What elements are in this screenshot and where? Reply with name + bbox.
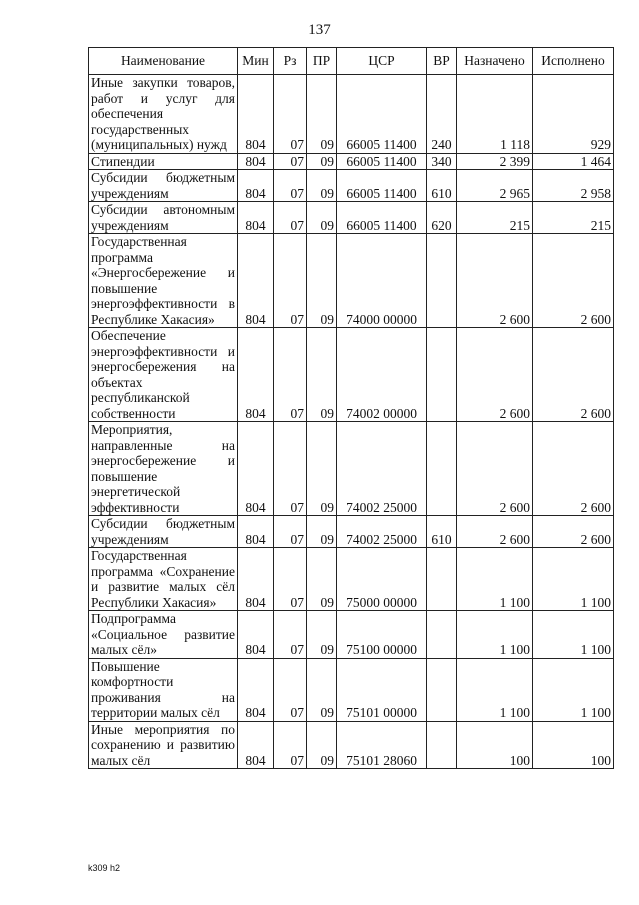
row-rz: 07: [274, 202, 307, 234]
row-rz: 07: [274, 721, 307, 769]
header-min: Мин: [238, 48, 274, 75]
row-executed: 1 100: [533, 611, 614, 659]
row-name: Мероприятия, направленные на энергосбережение и повышение энергетической эффективности: [89, 422, 238, 516]
table-header-row: [89, 48, 614, 75]
row-min: 804: [238, 153, 274, 170]
table-row: [89, 202, 614, 234]
row-assigned: 2 965: [457, 170, 533, 202]
row-executed: 1 464: [533, 153, 614, 170]
row-min: 804: [238, 234, 274, 328]
row-executed: 1 100: [533, 548, 614, 611]
row-rz: 07: [274, 422, 307, 516]
row-name: Иные мероприятия по сохранению и развитию малых сёл: [89, 721, 238, 769]
row-vr: 240: [427, 75, 457, 154]
row-vr: 610: [427, 516, 457, 548]
row-pr: 09: [307, 170, 337, 202]
row-executed: 929: [533, 75, 614, 154]
row-name: Субсидии автономным учреждениям: [89, 202, 238, 234]
row-pr: 09: [307, 234, 337, 328]
header-executed: Исполнено: [533, 48, 614, 75]
row-assigned: 2 600: [457, 422, 533, 516]
row-min: 804: [238, 328, 274, 422]
row-min: 804: [238, 75, 274, 154]
row-pr: 09: [307, 611, 337, 659]
row-assigned: 1 100: [457, 611, 533, 659]
row-pr: 09: [307, 658, 337, 721]
budget-table: [88, 47, 614, 769]
row-rz: 07: [274, 234, 307, 328]
row-csr: 75100 00000: [337, 611, 427, 659]
row-assigned: 1 100: [457, 658, 533, 721]
row-name: Субсидии бюджетным учреждениям: [89, 170, 238, 202]
row-name: Иные закупки товаров, работ и услуг для обеспечения государственных (муниципальных) нужд: [89, 75, 238, 154]
table-row: [89, 328, 614, 422]
row-executed: 2 600: [533, 234, 614, 328]
row-min: 804: [238, 548, 274, 611]
row-csr: 74002 25000: [337, 422, 427, 516]
row-name: Подпрограмма «Социальное развитие малых сёл»: [89, 611, 238, 659]
row-pr: 09: [307, 153, 337, 170]
row-executed: 215: [533, 202, 614, 234]
row-csr: 66005 11400: [337, 153, 427, 170]
row-csr: 66005 11400: [337, 75, 427, 154]
row-min: 804: [238, 170, 274, 202]
row-assigned: 215: [457, 202, 533, 234]
row-vr: 620: [427, 202, 457, 234]
row-pr: 09: [307, 548, 337, 611]
row-name: Обеспечение энергоэффективности и энергосбережения на объектах республиканской собственности: [89, 328, 238, 422]
row-assigned: 2 399: [457, 153, 533, 170]
row-csr: 75000 00000: [337, 548, 427, 611]
row-csr: 66005 11400: [337, 170, 427, 202]
row-min: 804: [238, 422, 274, 516]
row-vr: [427, 422, 457, 516]
row-csr: 66005 11400: [337, 202, 427, 234]
row-rz: 07: [274, 548, 307, 611]
table-row: [89, 75, 614, 154]
row-name: Повышение комфортности проживания на территории малых сёл: [89, 658, 238, 721]
row-executed: 2 958: [533, 170, 614, 202]
row-vr: [427, 328, 457, 422]
row-rz: 07: [274, 611, 307, 659]
row-name: Государственная программа «Энергосбережение и повышение энергоэффективности в Республике Хакасия»: [89, 234, 238, 328]
row-min: 804: [238, 658, 274, 721]
row-assigned: 1 100: [457, 548, 533, 611]
row-pr: 09: [307, 75, 337, 154]
table-row: [89, 658, 614, 721]
row-vr: [427, 658, 457, 721]
row-rz: 07: [274, 170, 307, 202]
row-vr: [427, 234, 457, 328]
footer-code: k309 h2: [88, 863, 121, 873]
row-csr: 75101 28060: [337, 721, 427, 769]
row-executed: 100: [533, 721, 614, 769]
row-vr: [427, 611, 457, 659]
table-row: [89, 516, 614, 548]
row-rz: 07: [274, 516, 307, 548]
row-pr: 09: [307, 328, 337, 422]
row-assigned: 100: [457, 721, 533, 769]
row-assigned: 2 600: [457, 516, 533, 548]
row-min: 804: [238, 721, 274, 769]
row-rz: 07: [274, 328, 307, 422]
row-vr: [427, 548, 457, 611]
row-rz: 07: [274, 658, 307, 721]
row-csr: 74002 25000: [337, 516, 427, 548]
table-row: [89, 721, 614, 769]
table-row: [89, 170, 614, 202]
row-vr: [427, 721, 457, 769]
row-assigned: 2 600: [457, 328, 533, 422]
row-executed: 1 100: [533, 658, 614, 721]
row-min: 804: [238, 516, 274, 548]
table-row: [89, 548, 614, 611]
row-min: 804: [238, 202, 274, 234]
row-name: Государственная программа «Сохранение и развитие малых сёл Республики Хакасия»: [89, 548, 238, 611]
header-name: Наименование: [89, 48, 238, 75]
row-pr: 09: [307, 721, 337, 769]
header-vr: ВР: [427, 48, 457, 75]
row-csr: 74002 00000: [337, 328, 427, 422]
header-csr: ЦСР: [337, 48, 427, 75]
row-pr: 09: [307, 422, 337, 516]
header-rz: Рз: [274, 48, 307, 75]
row-executed: 2 600: [533, 328, 614, 422]
row-executed: 2 600: [533, 516, 614, 548]
row-rz: 07: [274, 75, 307, 154]
table-row: [89, 153, 614, 170]
row-vr: 340: [427, 153, 457, 170]
row-assigned: 2 600: [457, 234, 533, 328]
table-row: [89, 234, 614, 328]
row-assigned: 1 118: [457, 75, 533, 154]
row-rz: 07: [274, 153, 307, 170]
row-name: Стипендии: [89, 153, 238, 170]
row-name: Субсидии бюджетным учреждениям: [89, 516, 238, 548]
table-row: [89, 422, 614, 516]
header-pr: ПР: [307, 48, 337, 75]
row-pr: 09: [307, 516, 337, 548]
row-pr: 09: [307, 202, 337, 234]
row-min: 804: [238, 611, 274, 659]
row-csr: 74000 00000: [337, 234, 427, 328]
table-row: [89, 611, 614, 659]
page-number: 137: [308, 22, 331, 38]
row-executed: 2 600: [533, 422, 614, 516]
row-vr: 610: [427, 170, 457, 202]
row-csr: 75101 00000: [337, 658, 427, 721]
header-assigned: Назначено: [457, 48, 533, 75]
